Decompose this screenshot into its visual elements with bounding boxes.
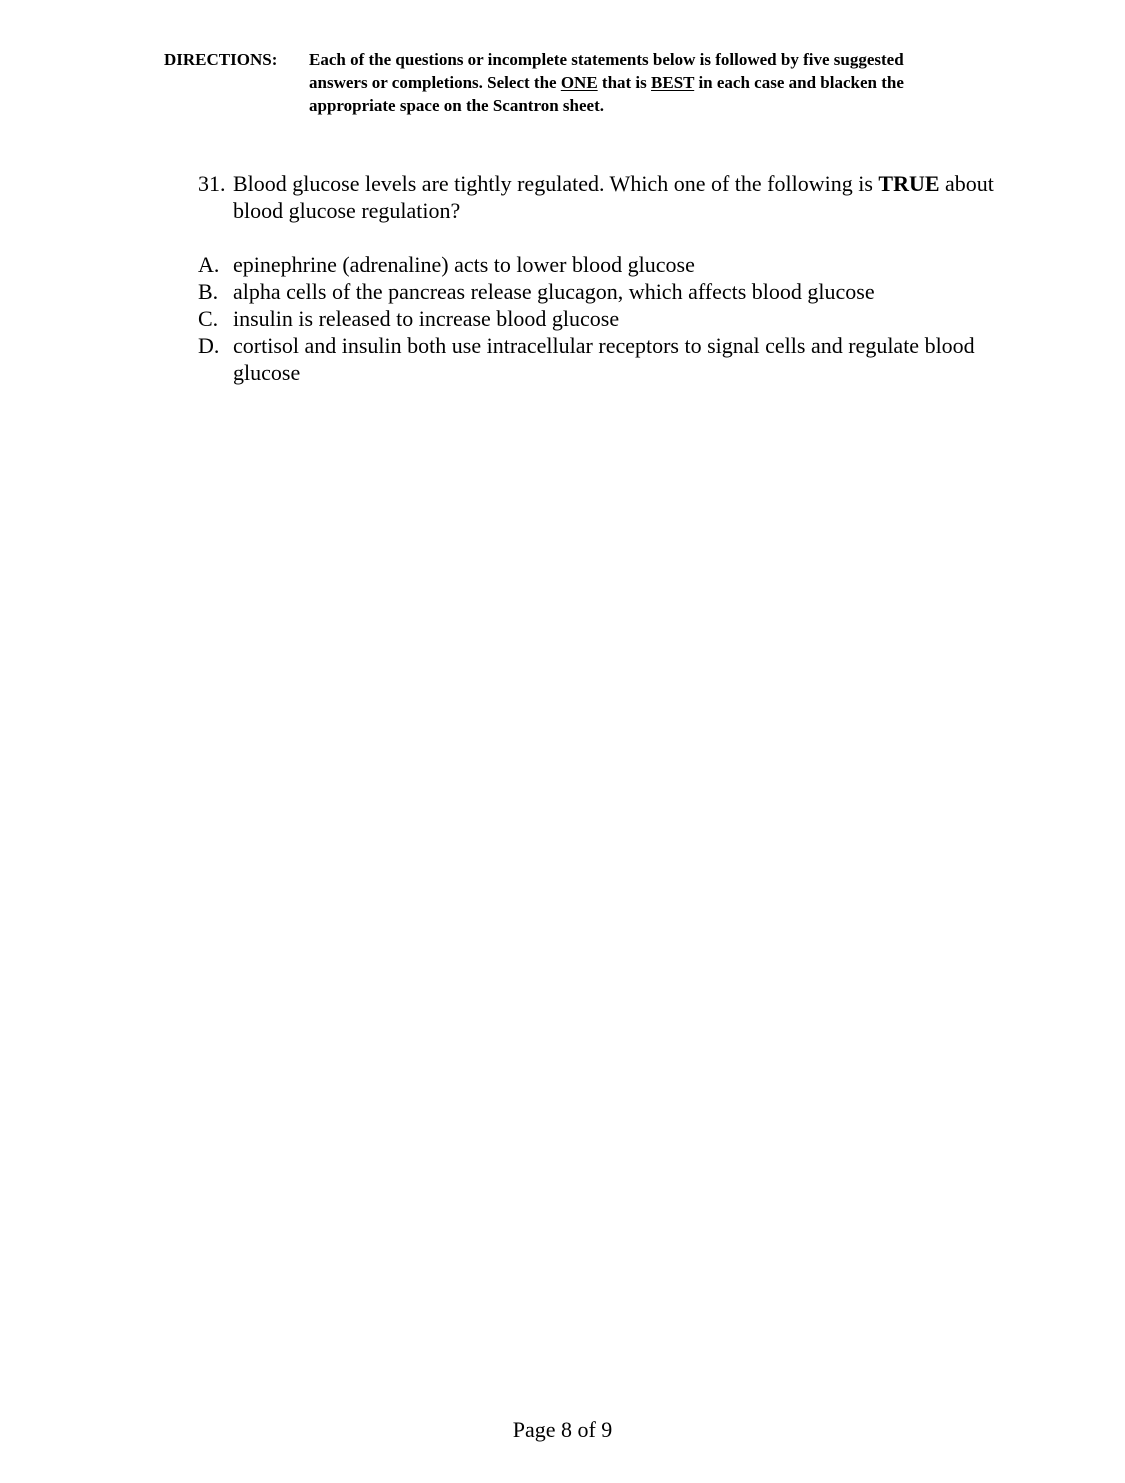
directions-text-part-2: that is [597,73,652,92]
answer-choices [198,251,998,386]
page-number: Page 8 of 9 [512,1417,613,1442]
choice-letter: C. [198,306,219,331]
choice-c [198,305,998,332]
question-stem-text-1: Blood glucose levels are tightly regulated. Which one of the following is [233,171,879,196]
directions-text-part-1: Each of the questions or incomplete statements below is followed by five suggested answers or completions. Select the [309,50,904,92]
choice-letter: D. [198,333,220,358]
directions-text [309,48,924,117]
choice-letter: A. [198,252,220,277]
choice-text: epinephrine (adrenaline) acts to lower blood glucose [233,252,695,277]
question-stem-bold: TRUE [878,171,940,196]
choice-text: cortisol and insulin both use intracellular receptors to signal cells and regulate blood glucose [233,333,975,385]
directions-one-emphasis: ONE [560,73,598,92]
choice-a [198,251,998,278]
choice-d [198,332,998,386]
directions-text-part-3: in each case and blacken the appropriate space on the Scantron sheet. [309,73,904,115]
choice-text: alpha cells of the pancreas release glucagon, which affects blood glucose [233,279,875,304]
question-number: 31. [198,171,226,196]
directions-best-emphasis: BEST [651,73,695,92]
question-stem-text-2: about blood glucose regulation? [233,171,994,223]
question-31 [198,170,998,386]
choice-text: insulin is released to increase blood glucose [233,306,620,331]
question-stem [198,170,998,224]
directions-label: DIRECTIONS: [164,50,278,69]
choice-b [198,278,998,305]
choice-letter: B. [198,279,219,304]
directions-block [164,48,924,117]
